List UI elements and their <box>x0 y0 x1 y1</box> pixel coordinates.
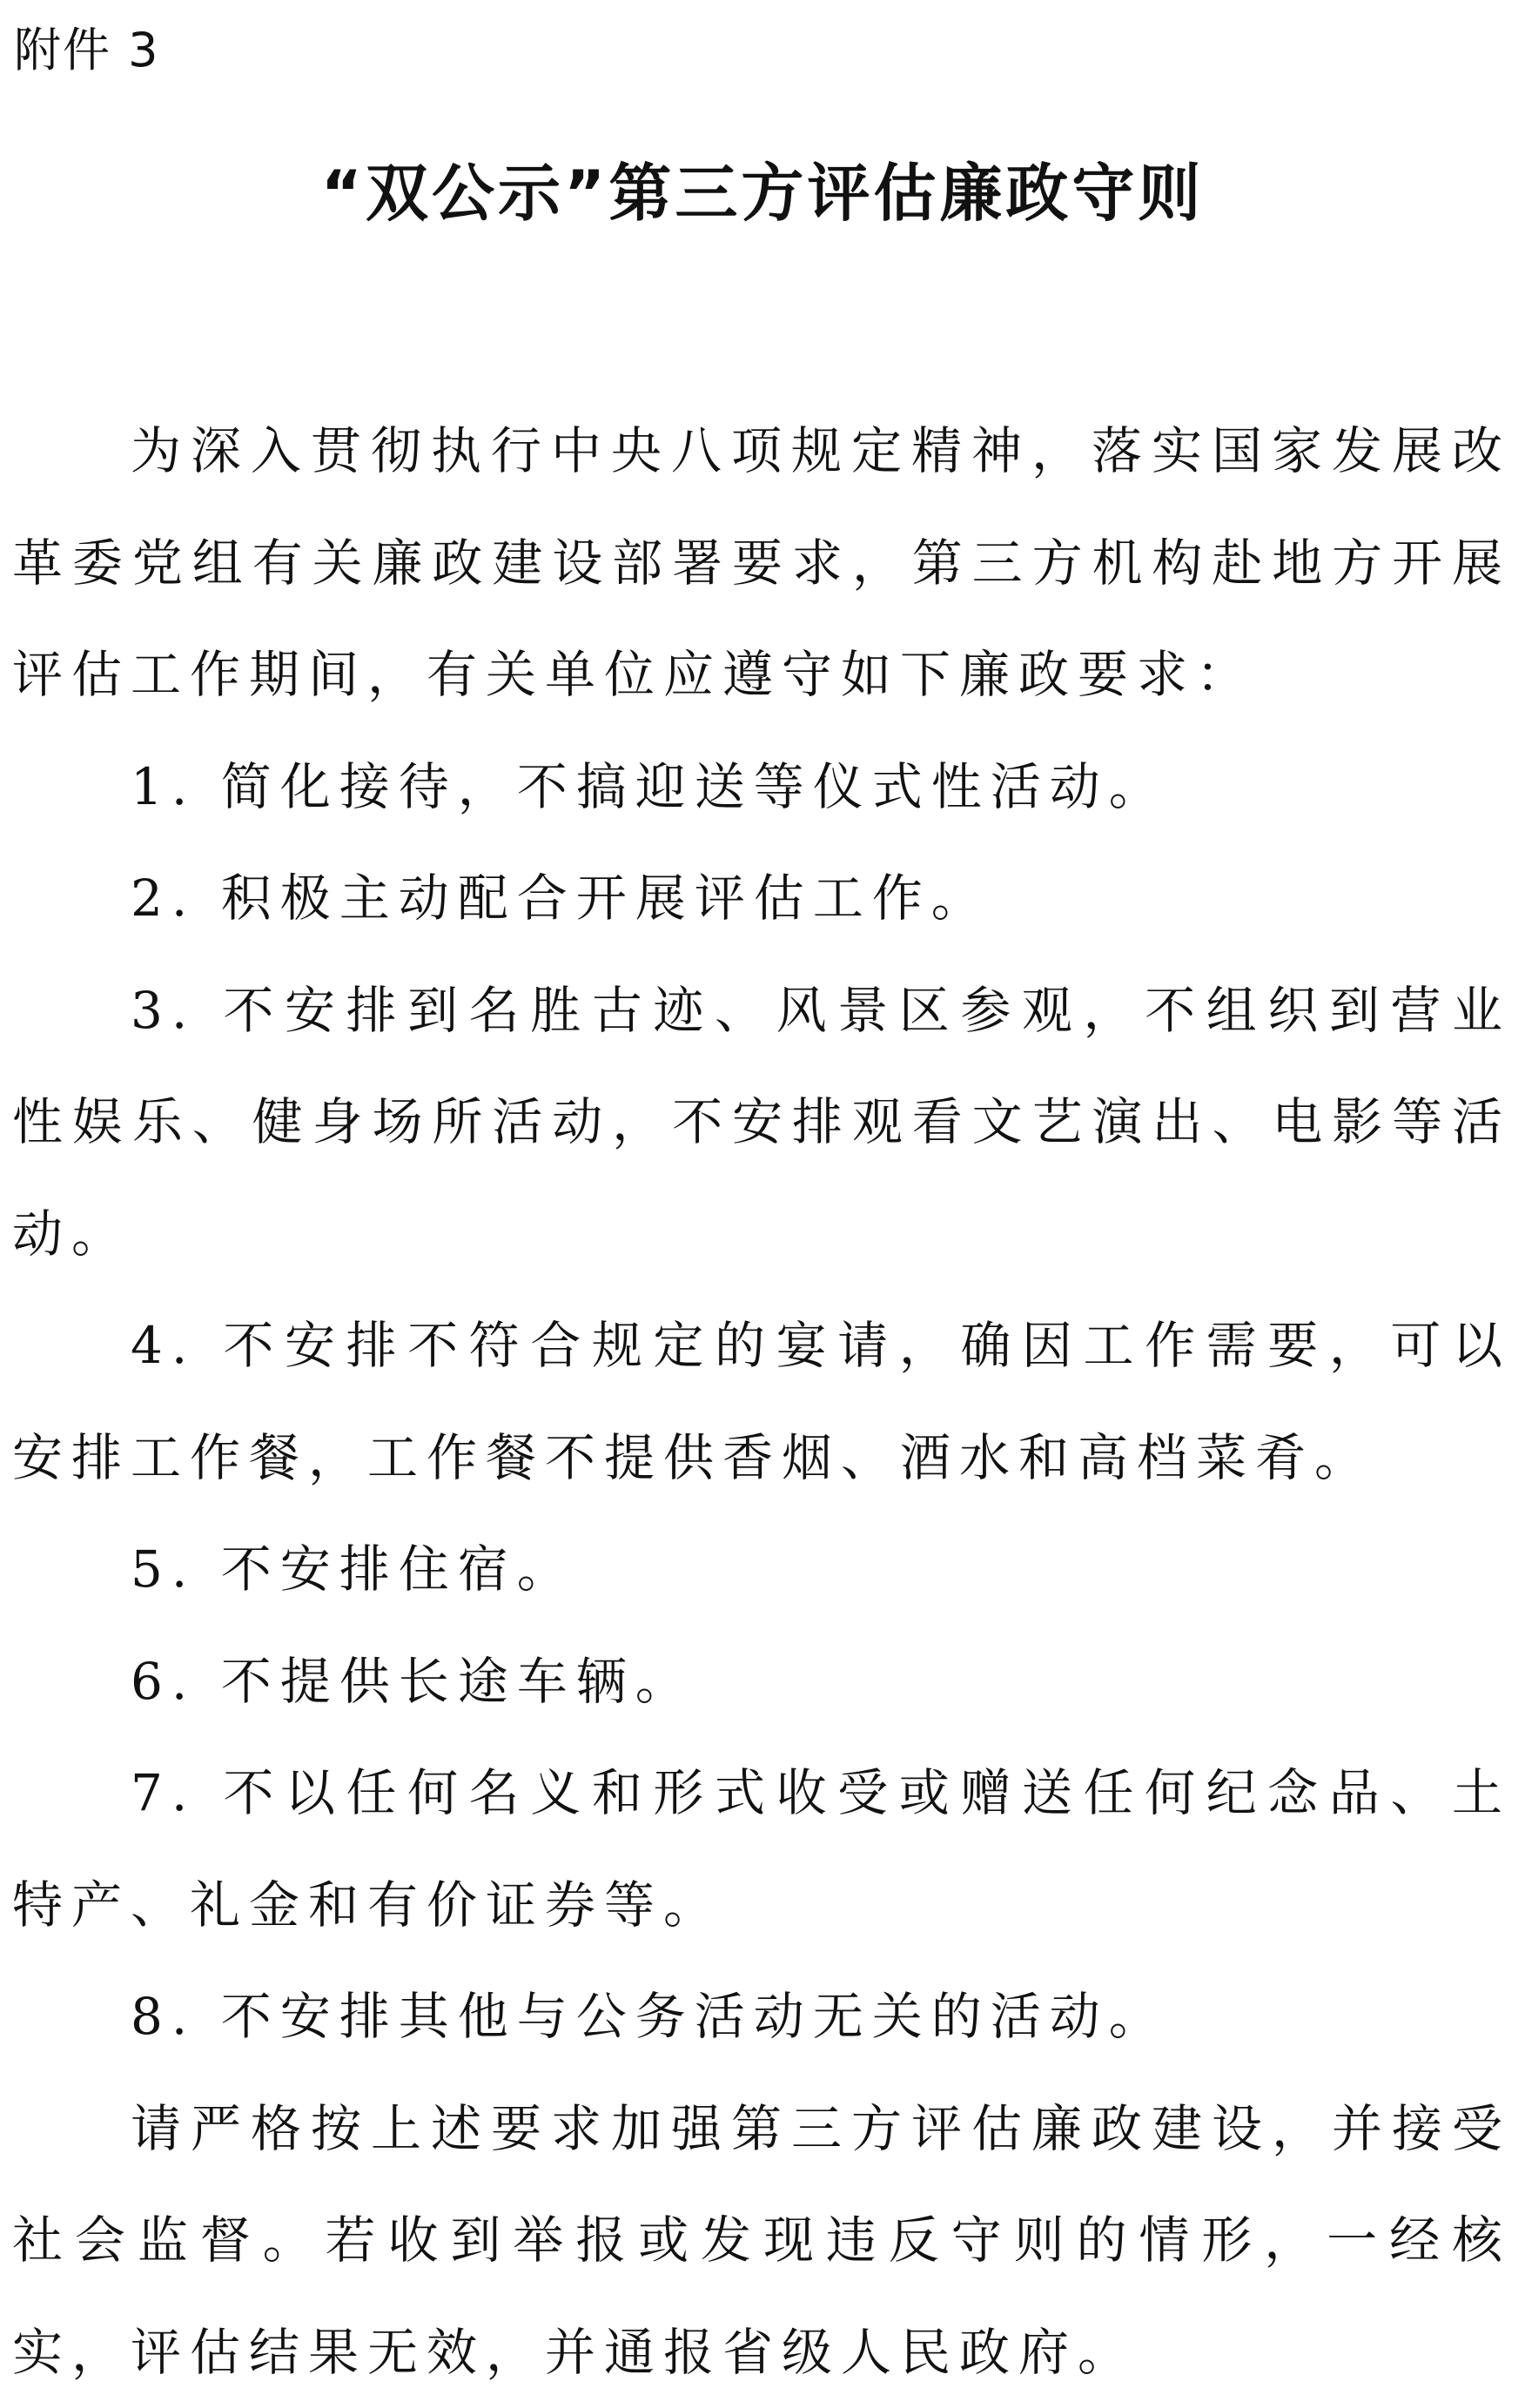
document-body <box>12 395 1511 2408</box>
attachment-label: 附件 3 <box>14 16 160 85</box>
rule-item-3: 3. 不安排到名胜古迹、风景区参观，不组织到营业性娱乐、健身场所活动，不安排观看文艺演出、电影等活动。 <box>12 955 1511 1291</box>
rule-item-5: 5. 不安排住宿。 <box>12 1513 1511 1626</box>
rule-item-1: 1. 简化接待，不搞迎送等仪式性活动。 <box>12 731 1511 843</box>
rule-item-4: 4. 不安排不符合规定的宴请，确因工作需要，可以安排工作餐，工作餐不提供香烟、酒水和高档菜肴。 <box>12 1290 1511 1513</box>
rule-item-2: 2. 积极主动配合开展评估工作。 <box>12 842 1511 955</box>
closing-paragraph: 请严格按上述要求加强第三方评估廉政建设，并接受社会监督。若收到举报或发现违反守则的情形，一经核实，评估结果无效，并通报省级人民政府。 <box>12 2073 1511 2408</box>
rule-item-7: 7. 不以任何名义和形式收受或赠送任何纪念品、土特产、礼金和有价证券等。 <box>12 1737 1511 1961</box>
intro-paragraph: 为深入贯彻执行中央八项规定精神，落实国家发展改革委党组有关廉政建设部署要求，第三方机构赴地方开展评估工作期间，有关单位应遵守如下廉政要求： <box>12 395 1511 731</box>
rule-item-8: 8. 不安排其他与公务活动无关的活动。 <box>12 1961 1511 2073</box>
rule-item-6: 6. 不提供长途车辆。 <box>12 1626 1511 1738</box>
document-title: “双公示”第三方评估廉政守则 <box>0 150 1525 237</box>
